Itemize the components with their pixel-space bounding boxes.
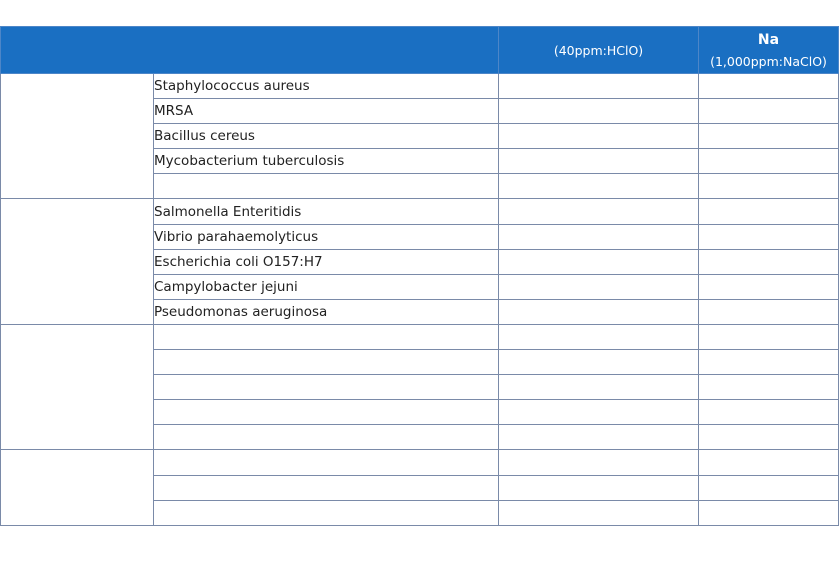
col2-value bbox=[699, 174, 839, 199]
col1-value bbox=[499, 149, 699, 174]
col1-value bbox=[499, 274, 699, 299]
col2-value bbox=[699, 400, 839, 425]
organism-cell: Bacillus cereus bbox=[154, 124, 499, 149]
col2-value bbox=[699, 299, 839, 324]
header-col2-name: Na bbox=[757, 32, 780, 48]
col2-value bbox=[699, 324, 839, 349]
col1-value bbox=[499, 199, 699, 224]
table-row bbox=[1, 199, 839, 224]
col2-value bbox=[699, 350, 839, 375]
group-label bbox=[1, 74, 154, 199]
organism-cell bbox=[154, 500, 499, 525]
col1-value bbox=[499, 450, 699, 475]
col1-value bbox=[499, 299, 699, 324]
organism-cell: Staphylococcus aureus bbox=[154, 74, 499, 99]
table-header-row bbox=[1, 27, 839, 74]
organism-cell bbox=[154, 174, 499, 199]
header-organism bbox=[1, 27, 499, 74]
col1-value bbox=[499, 475, 699, 500]
col2-value bbox=[699, 249, 839, 274]
organism-cell bbox=[154, 375, 499, 400]
organism-cell bbox=[154, 450, 499, 475]
group-label bbox=[1, 450, 154, 525]
organism-cell bbox=[154, 400, 499, 425]
col2-value bbox=[699, 425, 839, 450]
organism-cell bbox=[154, 425, 499, 450]
col1-value bbox=[499, 174, 699, 199]
col2-value bbox=[699, 124, 839, 149]
header-col1-sub: (40ppm:HClO) bbox=[553, 43, 644, 58]
col1-value bbox=[499, 224, 699, 249]
header-col1 bbox=[499, 27, 699, 74]
organism-cell bbox=[154, 324, 499, 349]
col1-value bbox=[499, 74, 699, 99]
organism-cell: MRSA bbox=[154, 99, 499, 124]
col2-value bbox=[699, 274, 839, 299]
col1-value bbox=[499, 500, 699, 525]
table-row bbox=[1, 74, 839, 99]
table-row bbox=[1, 450, 839, 475]
comparison-table bbox=[0, 26, 839, 526]
table-row bbox=[1, 324, 839, 349]
col1-value bbox=[499, 375, 699, 400]
organism-cell: Pseudomonas aeruginosa bbox=[154, 299, 499, 324]
col1-value bbox=[499, 324, 699, 349]
col2-value bbox=[699, 475, 839, 500]
organism-cell bbox=[154, 475, 499, 500]
col1-value bbox=[499, 249, 699, 274]
col2-value bbox=[699, 149, 839, 174]
col2-value bbox=[699, 74, 839, 99]
col2-value bbox=[699, 99, 839, 124]
group-label bbox=[1, 199, 154, 324]
col1-value bbox=[499, 425, 699, 450]
header-col2 bbox=[699, 27, 839, 74]
col1-value bbox=[499, 400, 699, 425]
organism-cell: Mycobacterium tuberculosis bbox=[154, 149, 499, 174]
col2-value bbox=[699, 375, 839, 400]
col1-value bbox=[499, 350, 699, 375]
header-col2-sub: (1,000ppm:NaClO) bbox=[710, 54, 827, 69]
col1-value bbox=[499, 99, 699, 124]
group-label bbox=[1, 324, 154, 449]
organism-cell: Vibrio parahaemolyticus bbox=[154, 224, 499, 249]
col2-value bbox=[699, 500, 839, 525]
organism-cell bbox=[154, 350, 499, 375]
col2-value bbox=[699, 224, 839, 249]
col2-value bbox=[699, 450, 839, 475]
organism-cell: Campylobacter jejuni bbox=[154, 274, 499, 299]
organism-cell: Salmonella Enteritidis bbox=[154, 199, 499, 224]
col1-value bbox=[499, 124, 699, 149]
col2-value bbox=[699, 199, 839, 224]
organism-cell: Escherichia coli O157:H7 bbox=[154, 249, 499, 274]
